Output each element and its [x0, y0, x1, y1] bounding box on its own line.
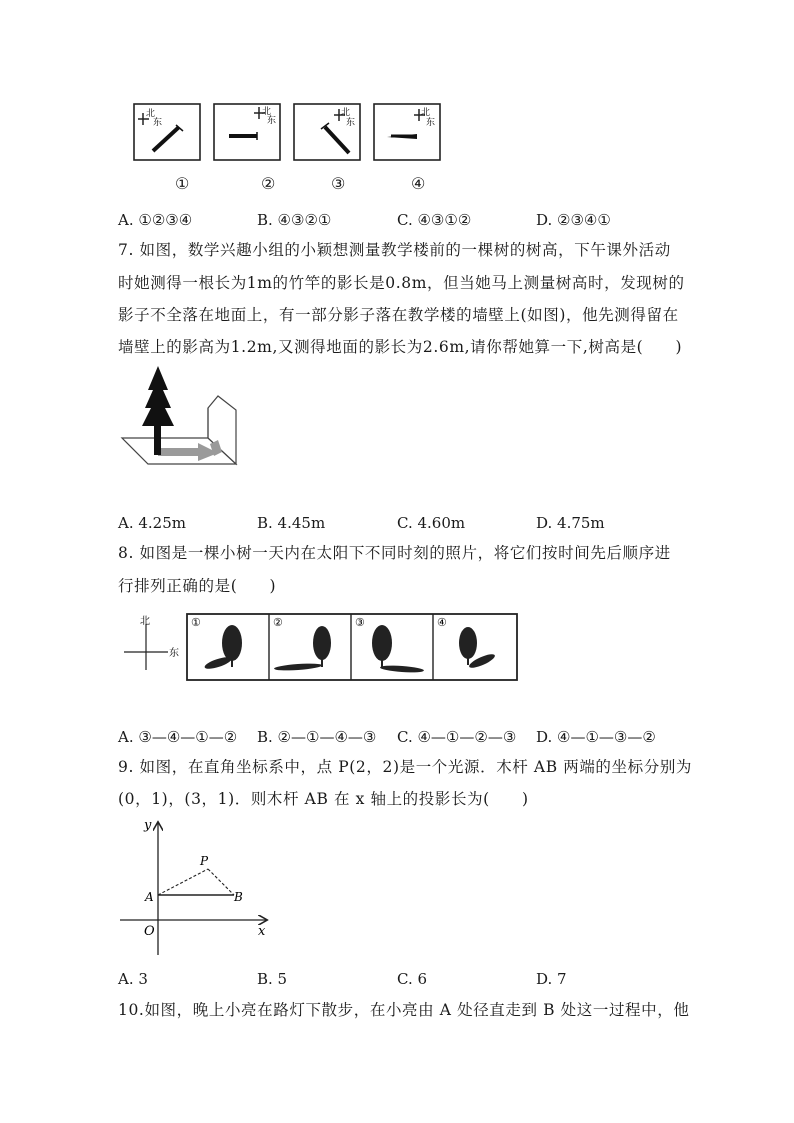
q8-photo-strip [186, 613, 518, 685]
svg-text:北: 北 [341, 108, 351, 118]
q8-compass [122, 614, 182, 678]
q7-line-3: 影子不全落在地面上，有一部分影子落在教学楼的墙壁上(如图)，他先测得留在 [118, 306, 679, 324]
q7-line-4: 墙壁上的影高为1.2m,又测得地面的影长为2.6m,请你帮她算一下,树高是( ) [118, 338, 683, 356]
q7-tree-shadow-figure [118, 360, 243, 476]
q9-line-1: 9. 如图，在直角坐标系中，点 P(2，2)是一个光源．木杆 AB 两端的坐标分别为 [118, 758, 693, 776]
q8-photo-label-3: ③ [355, 616, 365, 629]
q8-option-c: C. ④—①—②—③ [397, 728, 517, 746]
svg-text:北: 北 [140, 616, 150, 627]
q6-figure-3 [293, 103, 361, 165]
q7-line-1: 7. 如图，数学兴趣小组的小颖想测量教学楼前的一棵树的树高，下午课外活动 [118, 241, 671, 259]
q7-line-2: 时她测得一根长为1m的竹竿的影长是0.8m，但当她马上测量树高时，发现树的 [118, 274, 685, 292]
svg-text:东: 东 [426, 118, 436, 128]
q6-option-b: B. ④③②① [257, 211, 332, 229]
q8-option-b: B. ②—①—④—③ [257, 728, 377, 746]
q6-option-d: D. ②③④① [536, 211, 611, 229]
svg-text:东: 东 [346, 118, 356, 128]
q6-figure-2 [213, 103, 281, 165]
q9-coordinate-figure [118, 815, 278, 964]
q6-option-c: C. ④③①② [397, 211, 472, 229]
q6-label-1: ① [175, 174, 190, 193]
q9-line-2: (0，1)，(3，1)．则木杆 AB 在 x 轴上的投影长为( ) [118, 790, 529, 808]
svg-text:P: P [200, 854, 209, 868]
q7-option-a: A. 4.25m [118, 514, 186, 532]
q8-photo-label-1: ① [191, 616, 201, 629]
q6-label-3: ③ [331, 174, 346, 193]
q9-option-c: C. 6 [397, 970, 428, 988]
q7-option-d: D. 4.75m [536, 514, 605, 532]
q6-label-2: ② [261, 174, 276, 193]
q8-line-2: 行排列正确的是( ) [118, 577, 277, 595]
svg-text:x: x [258, 924, 266, 939]
svg-text:B: B [234, 890, 243, 904]
q6-label-4: ④ [411, 174, 426, 193]
svg-text:北: 北 [146, 109, 156, 119]
svg-text:北: 北 [421, 108, 431, 118]
q8-photo-label-2: ② [273, 616, 283, 629]
q8-option-a: A. ③—④—①—② [118, 728, 238, 746]
svg-text:A: A [145, 890, 154, 904]
q7-option-b: B. 4.45m [257, 514, 326, 532]
q6-figure-1 [133, 103, 201, 165]
svg-text:东: 东 [267, 116, 277, 126]
svg-text:y: y [144, 818, 152, 833]
q8-line-1: 8. 如图是一棵小树一天内在太阳下不同时刻的照片，将它们按时间先后顺序进 [118, 544, 671, 562]
svg-text:东: 东 [169, 648, 179, 659]
q6-option-a: A. ①②③④ [118, 211, 193, 229]
q8-option-d: D. ④—①—③—② [536, 728, 656, 746]
q9-option-d: D. 7 [536, 970, 567, 988]
q9-option-b: B. 5 [257, 970, 288, 988]
q8-photo-label-4: ④ [437, 616, 447, 629]
svg-text:北: 北 [262, 107, 272, 117]
q6-figure-4 [373, 103, 441, 165]
svg-text:O: O [144, 924, 155, 939]
q9-option-a: A. 3 [118, 970, 148, 988]
q10-line-1: 10.如图，晚上小亮在路灯下散步，在小亮由 A 处径直走到 B 处这一过程中，他 [118, 1001, 690, 1019]
svg-text:东: 东 [153, 118, 163, 128]
q7-option-c: C. 4.60m [397, 514, 466, 532]
